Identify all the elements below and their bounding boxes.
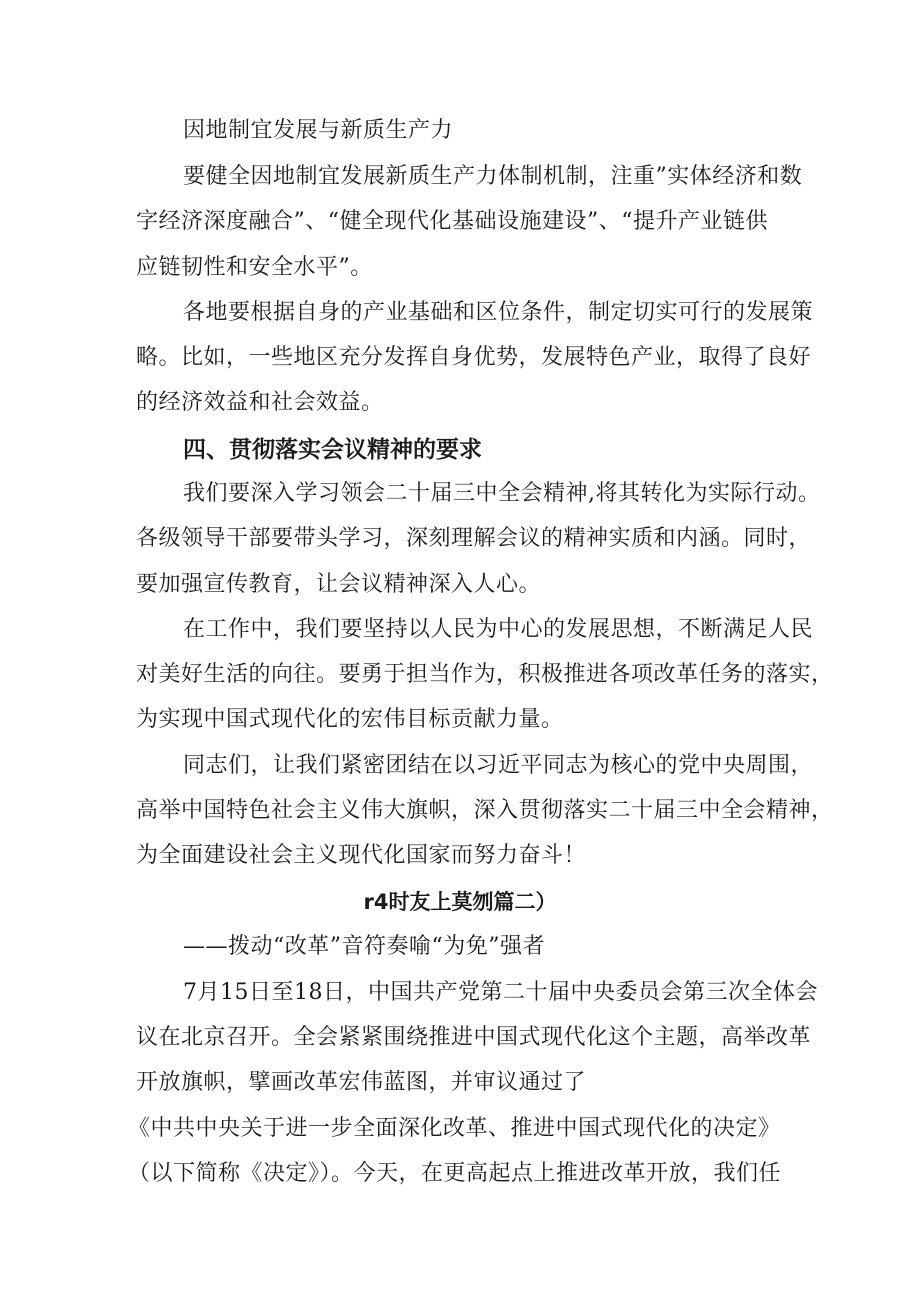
paragraph-line: 在工作中，我们要坚持以人民为中心的发展思想，不断满足人民 <box>183 617 814 642</box>
paragraph-line: 为实现中国式现代化的宏伟目标贡献力量。 <box>136 707 564 732</box>
paragraph-line: 的经济效益和社会效益。 <box>136 390 384 415</box>
paragraph-line: 应链韧性和安全水平”。 <box>136 255 373 280</box>
paragraph-line: 开放旗帜，擘画改革宏伟蓝图，并审议通过了 <box>136 1070 587 1095</box>
paragraph-line: 要加强宣传教育，让会议精神深入人心。 <box>136 572 542 597</box>
section-heading: 四、贯彻落实会议精神的要求 <box>183 437 482 463</box>
article-tagline: ——拨动“改革”音符奏喻“为免”强者 <box>183 934 545 959</box>
paragraph-line: 略。比如，一些地区充分发挥自身优势，发展特色产业，取得了良好 <box>136 345 812 370</box>
paragraph-line: 各级领导干部要带头学习，深刻理解会议的精神实质和内涵。同时， <box>136 526 812 551</box>
paragraph-line: 高举中国特色社会主义伟大旗帜，深入贯彻落实二十届三中全会精神， <box>136 798 834 823</box>
paragraph-line: 议在北京召开。全会紧紧围绕推进中国式现代化这个主题，高举改革 <box>136 1025 812 1050</box>
paragraph-line: 字经济深度融合”、“健全现代化基础设施建设”、“提升产业链供 <box>136 209 768 234</box>
paragraph-line: 因地制宜发展与新质生产力 <box>183 118 454 143</box>
paragraph-line: 《中共中央关于进一步全面深化改革、推进中国式现代化的决定》 <box>128 1116 781 1141</box>
paragraph-line: 各地要根据自身的产业基础和区位条件，制定切实可行的发展策 <box>183 300 814 325</box>
paragraph-line: 对美好生活的向往。要勇于担当作为，积极推进各项改革任务的落实， <box>136 662 834 687</box>
paragraph-line: 7月15日至18日，中国共产党第二十届中央委员会第三次全体会 <box>183 980 818 1005</box>
paragraph-line: 要健全因地制宜发展新质生产力体制机制，注重”实体经济和数 <box>183 164 803 189</box>
paragraph-line: （以下简称《决定》）。今天，在更高起点上推进改革开放，我们任 <box>128 1161 782 1186</box>
paragraph-line: 我们要深入学习领会二十届三中全会精神,将其转化为实际行动。 <box>183 481 821 506</box>
paragraph-line: 为全面建设社会主义现代化国家而努力奋斗！ <box>136 843 587 868</box>
article-subtitle: r4时友上莫刎篇二） <box>363 890 557 914</box>
paragraph-line: 同志们，让我们紧密团结在以习近平同志为核心的党中央周围， <box>183 753 814 778</box>
